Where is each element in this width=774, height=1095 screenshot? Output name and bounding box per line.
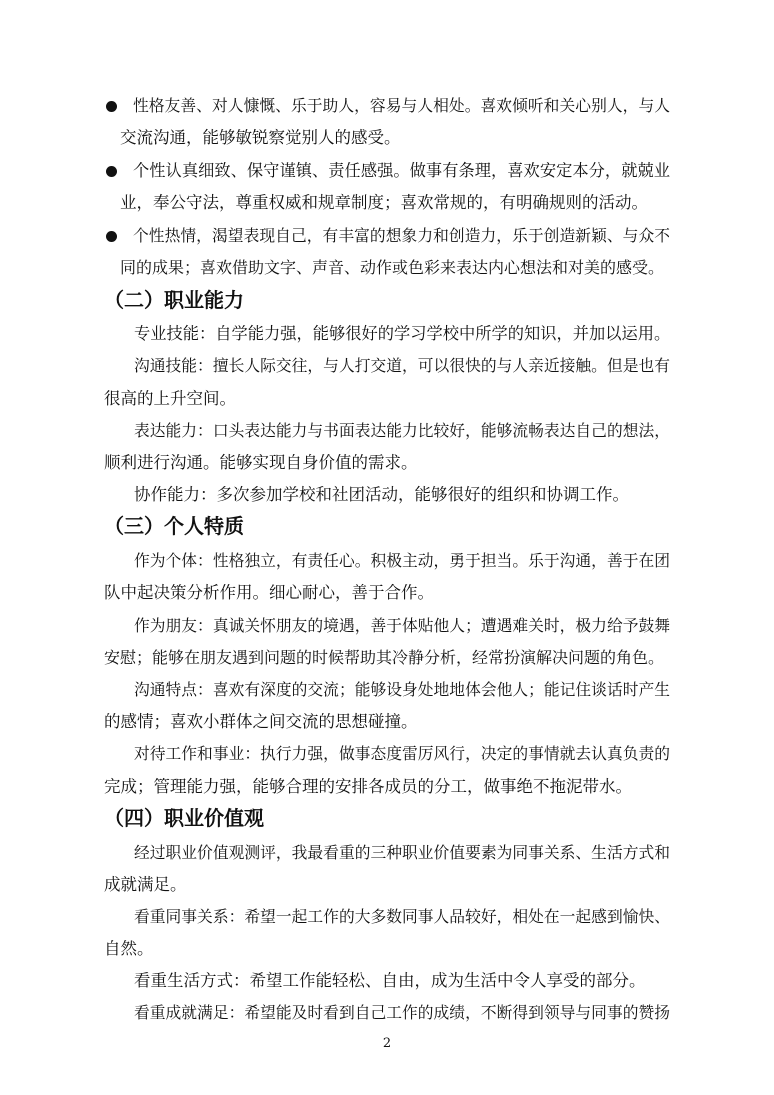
paragraph-line: 很高的上升空间。 [104, 389, 236, 408]
bullet-dot-icon [106, 166, 117, 177]
paragraph-line: 作为个体：性格独立，有责任心。积极主动，勇于担当。乐于沟通，善于在团 [134, 551, 670, 570]
paragraph-line: 安慰；能够在朋友遇到问题的时候帮助其冷静分析，经常扮演解决问题的角色。 [104, 648, 665, 667]
paragraph-line: 看重生活方式：希望工作能轻松、自由，成为生活中令人享受的部分。 [134, 971, 646, 990]
paragraph-line: 对待工作和事业：执行力强，做事态度雷厉风行，决定的事情就去认真负责的 [134, 744, 670, 763]
paragraph-line: 顺利进行沟通。能够实现自身价值的需求。 [104, 453, 418, 472]
paragraph-line: 经过职业价值观测评，我最看重的三种职业价值要素为同事关系、生活方式和 [134, 843, 670, 862]
paragraph-line: 表达能力：口头表达能力与书面表达能力比较好，能够流畅表达自己的想法， [134, 421, 670, 440]
page-number: 2 [382, 1036, 392, 1051]
bullet-1-line-2: 交流沟通，能够敏锐察觉别人的感受。 [120, 128, 401, 147]
section-heading: （三）个人特质 [104, 514, 244, 538]
paragraph-line: 完成；管理能力强，能够合理的安排各成员的分工，做事绝不拖泥带水。 [104, 777, 632, 796]
paragraph-line: 自然。 [104, 939, 154, 958]
bullet-2-line-2: 业，奉公守法，尊重权威和规章制度；喜欢常规的，有明确规则的活动。 [120, 193, 648, 212]
bullet-1-line-1: 性格友善、对人慷慨、乐于助人，容易与人相处。喜欢倾听和关心别人，与人 [133, 96, 670, 115]
paragraph-line: 成就满足。 [104, 875, 187, 894]
paragraph-line: 看重成就满足：希望能及时看到自己工作的成绩，不断得到领导与同事的赞扬 [134, 1003, 670, 1022]
bullet-2-line-1: 个性认真细致、保守谨镇、责任感强。做事有条理，喜欢安定本分，就兢业 [133, 161, 670, 180]
paragraph-line: 队中起决策分析作用。细心耐心，善于合作。 [104, 583, 434, 602]
section-heading: （四）职业价值观 [104, 806, 264, 830]
bullet-dot-icon [106, 101, 117, 112]
paragraph-line: 作为朋友：真诚关怀朋友的境遇，善于体贴他人；遭遇难关时，极力给予鼓舞 [134, 616, 670, 635]
paragraph-line: 专业技能：自学能力强，能够很好的学习学校中所学的知识，并加以运用。 [134, 324, 671, 343]
bullet-3-line-1: 个性热情，渴望表现自己，有丰富的想象力和创造力，乐于创造新颖、与众不 [133, 226, 670, 245]
bullet-dot-icon [106, 231, 117, 242]
paragraph-line: 沟通特点：喜欢有深度的交流；能够设身处地地体会他人；能记住谈话时产生 [134, 680, 670, 699]
paragraph-line: 沟通技能：擅长人际交往，与人打交道，可以很快的与人亲近接触。但是也有 [134, 356, 670, 375]
paragraph-line: 的感情；喜欢小群体之间交流的思想碰撞。 [104, 712, 418, 731]
paragraph-line: 看重同事关系：希望一起工作的大多数同事人品较好，相处在一起感到愉快、 [134, 907, 670, 926]
bullet-3-line-2: 同的成果；喜欢借助文字、声音、动作或色彩来表达内心想法和对美的感受。 [120, 258, 665, 277]
paragraph-line: 协作能力：多次参加学校和社团活动，能够很好的组织和协调工作。 [134, 485, 629, 504]
section-heading: （二）职业能力 [104, 288, 244, 312]
